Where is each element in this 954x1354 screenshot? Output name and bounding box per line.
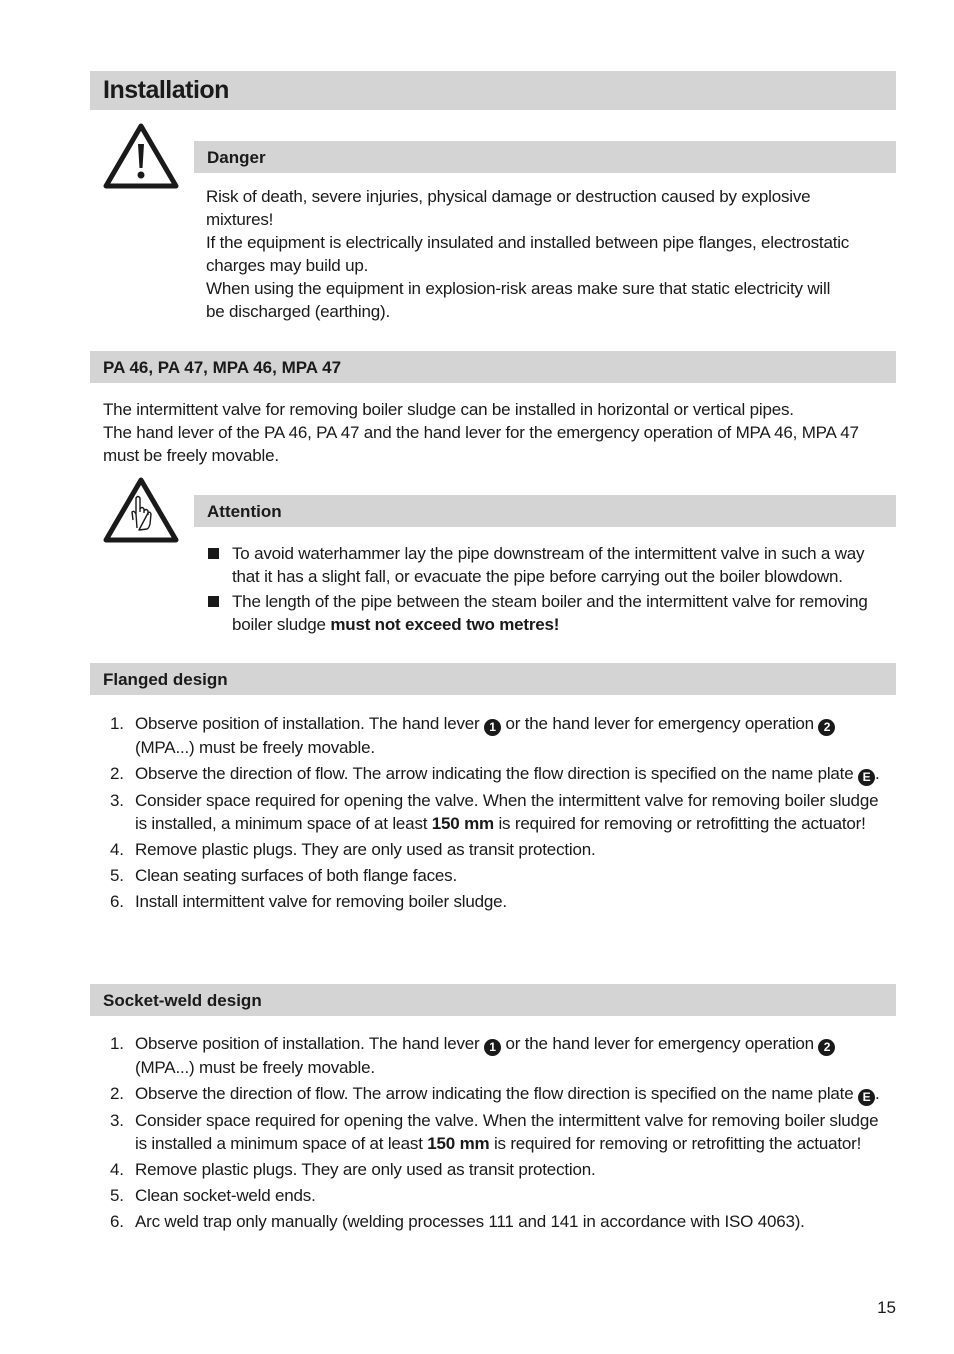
- step-text: [135, 712, 893, 759]
- step-text-part: .: [874, 764, 880, 783]
- bullet-square-icon: [208, 596, 219, 607]
- step-text: Remove plastic plugs. They are only used as transit protection.: [135, 840, 596, 859]
- callout-1-icon: 1: [484, 719, 501, 736]
- step-text: Clean socket-weld ends.: [135, 1186, 316, 1205]
- list-item: [103, 1032, 893, 1079]
- socket-header: [90, 984, 896, 1016]
- section-title-bar: [90, 71, 896, 110]
- models-line: The hand lever of the PA 46, PA 47 and the hand lever for the emergency operation of MPA 46, MPA 47: [103, 423, 859, 442]
- step-number: 3.: [110, 791, 124, 810]
- models-header: [90, 351, 896, 383]
- warning-triangle-icon: [103, 122, 179, 195]
- danger-header: [194, 141, 896, 173]
- step-text-part: is required for removing or retrofitting the actuator!: [493, 1134, 862, 1153]
- step-text: [135, 1109, 893, 1155]
- step-text-part: Observe the direction of flow. The arrow indicating the flow direction is specified on the name plate: [135, 1084, 854, 1103]
- step-text-part: or the hand lever for emergency operation: [505, 1034, 814, 1053]
- danger-line: Risk of death, severe injuries, physical damage or destruction caused by explosive: [206, 187, 811, 206]
- attention-heading: Attention: [207, 502, 282, 521]
- step-text: Install intermittent valve for removing boiler sludge.: [135, 892, 507, 911]
- attention-bullet: [206, 590, 896, 636]
- step-text-part: or the hand lever for emergency operation: [505, 714, 814, 733]
- step-number: 4.: [110, 840, 124, 859]
- step-text-part: Observe the direction of flow. The arrow indicating the flow direction is specified on the name plate: [135, 764, 854, 783]
- flanged-header: [90, 663, 896, 695]
- step-text-part: is required for removing or retrofitting the actuator!: [498, 814, 866, 833]
- step-number: 1.: [110, 1034, 124, 1053]
- step-number: 6.: [110, 892, 124, 911]
- danger-line: charges may build up.: [206, 256, 369, 275]
- page-number: 15: [877, 1298, 896, 1317]
- callout-e-icon: E: [858, 1089, 875, 1106]
- models-line: must be freely movable.: [103, 446, 279, 465]
- list-item: [103, 890, 893, 913]
- page-title: Installation: [103, 76, 229, 104]
- list-item: [103, 1210, 893, 1233]
- step-text-part: (MPA...) must be freely movable.: [135, 1058, 375, 1077]
- callout-1-icon: 1: [484, 1039, 501, 1056]
- step-text: Clean seating surfaces of both flange faces.: [135, 866, 457, 885]
- step-number: 2.: [110, 764, 124, 783]
- list-item: [103, 712, 893, 759]
- step-number: 5.: [110, 1186, 124, 1205]
- step-number: 6.: [110, 1212, 124, 1231]
- bullet-text: [232, 590, 896, 636]
- step-number: 2.: [110, 1084, 124, 1103]
- step-number: 5.: [110, 866, 124, 885]
- step-number: 4.: [110, 1160, 124, 1179]
- step-text-part: Observe position of installation. The hand lever: [135, 714, 480, 733]
- step-text: [135, 789, 893, 835]
- danger-line: If the equipment is electrically insulated and installed between pipe flanges, electrostatic: [206, 233, 850, 252]
- attention-bullet: [206, 542, 896, 588]
- danger-line: When using the equipment in explosion-risk areas make sure that static electricity will: [206, 279, 831, 298]
- callout-2-icon: 2: [818, 719, 835, 736]
- models-heading: PA 46, PA 47, MPA 46, MPA 47: [103, 358, 342, 377]
- bullet-text-part: The length of the pipe between the steam boiler and the intermittent valve for removing boiler sludge: [232, 592, 868, 634]
- callout-e-icon: E: [858, 769, 875, 786]
- step-text: Remove plastic plugs. They are only used as transit protection.: [135, 1160, 596, 1179]
- list-item: [103, 1184, 893, 1207]
- models-text: [103, 398, 896, 467]
- list-item: [103, 838, 893, 861]
- models-line: The intermittent valve for removing boiler sludge can be installed in horizontal or vertical pipes.: [103, 400, 794, 419]
- list-item: [103, 1158, 893, 1181]
- danger-heading: Danger: [207, 148, 266, 167]
- danger-text: [206, 185, 896, 323]
- danger-line: be discharged (earthing).: [206, 302, 391, 321]
- callout-2-icon: 2: [818, 1039, 835, 1056]
- socket-steps: [103, 1032, 893, 1236]
- danger-line: mixtures!: [206, 210, 274, 229]
- flanged-heading: Flanged design: [103, 670, 228, 689]
- step-number: 1.: [110, 714, 124, 733]
- bullet-text: To avoid waterhammer lay the pipe downstream of the intermittent valve in such a way that it has a slight fall, or evacuate the pipe before carrying out the boiler blowdown.: [232, 544, 865, 586]
- list-item: [103, 1082, 893, 1106]
- step-text: [135, 1032, 893, 1079]
- step-text-part: (MPA...) must be freely movable.: [135, 738, 375, 757]
- step-text-part: .: [874, 1084, 880, 1103]
- step-text-bold: 150 mm: [427, 1134, 490, 1153]
- step-text-part: Observe position of installation. The hand lever: [135, 1034, 480, 1053]
- step-number: 3.: [110, 1111, 124, 1130]
- list-item: [103, 1109, 893, 1155]
- list-item: [103, 762, 893, 786]
- list-item: [103, 789, 893, 835]
- list-item: [103, 864, 893, 887]
- attention-header: [194, 495, 896, 527]
- step-text-part: Consider space required for opening the valve. When the intermittent valve for removing boiler sludge is installed a minimum space of at least: [135, 1111, 879, 1153]
- attention-hand-icon: [103, 476, 179, 549]
- flanged-steps: [103, 712, 893, 916]
- socket-heading: Socket-weld design: [103, 991, 262, 1010]
- step-text-part: Consider space required for opening the valve. When the intermittent valve for removing boiler sludge is installed, a minimum space of at least: [135, 791, 879, 833]
- step-text: Arc weld trap only manually (welding processes 111 and 141 in accordance with ISO 4063).: [135, 1212, 805, 1231]
- step-text-bold: 150 mm: [431, 814, 494, 833]
- step-text: [135, 762, 893, 786]
- bullet-text-bold: must not exceed two metres!: [330, 615, 560, 634]
- step-text: [135, 1082, 893, 1106]
- bullet-square-icon: [208, 548, 219, 559]
